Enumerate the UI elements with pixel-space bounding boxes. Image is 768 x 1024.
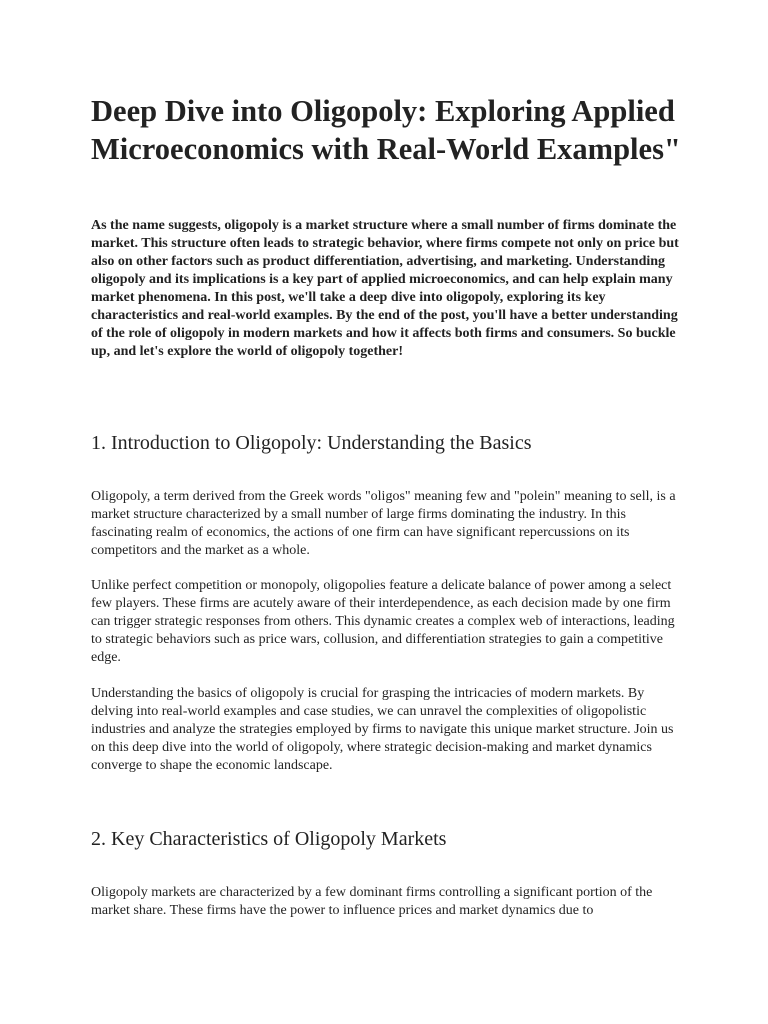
page-title: Deep Dive into Oligopoly: Exploring Applied Microeconomics with Real-World Examples" [91,94,681,166]
section-heading-introduction: 1. Introduction to Oligopoly: Understanding the Basics [91,432,532,454]
body-paragraph: Oligopoly markets are characterized by a few dominant firms controlling a significant portion of the market share. These firms have the power to influence prices and market dynamics due to [91,885,653,918]
body-paragraph: Unlike perfect competition or monopoly, oligopolies feature a delicate balance of power among a select few players. These firms are acutely aware of their interdependence, as each decision made by one firm can trigger strategic responses from others. This dynamic creates a complex web of interactions, leading to strategic behaviors such as price wars, collusion, and differentiation strategies to gain a competitive edge. [91,578,675,665]
body-paragraph: Oligopoly, a term derived from the Greek words "oligos" meaning few and "polein" meaning to sell, is a market structure characterized by a small number of large firms dominating the industry. In this fascinating realm of economics, the actions of one firm can have significant repercussions on its competitors and the market as a whole. [91,489,676,558]
section-heading-characteristics: 2. Key Characteristics of Oligopoly Markets [91,828,447,850]
intro-paragraph: As the name suggests, oligopoly is a market structure where a small number of firms dominate the market. This structure often leads to strategic behavior, where firms compete not only on price but also on other factors such as product differentiation, advertising, and marketing. Understanding oligopoly and its implications is a key part of applied microeconomics, and can help explain many market phenomena. In this post, we'll take a deep dive into oligopoly, exploring its key characteristics and real-world examples. By the end of the post, you'll have a better understanding of the role of oligopoly in modern markets and how it affects both firms and consumers. So buckle up, and let's explore the world of oligopoly together! [91,218,679,359]
body-paragraph: Understanding the basics of oligopoly is crucial for grasping the intricacies of modern markets. By delving into real-world examples and case studies, we can unravel the complexities of oligopolistic industries and analyze the strategies employed by firms to navigate this unique market structure. Join us on this deep dive into the world of oligopoly, where strategic decision-making and market dynamics converge to shape the economic landscape. [91,686,674,773]
